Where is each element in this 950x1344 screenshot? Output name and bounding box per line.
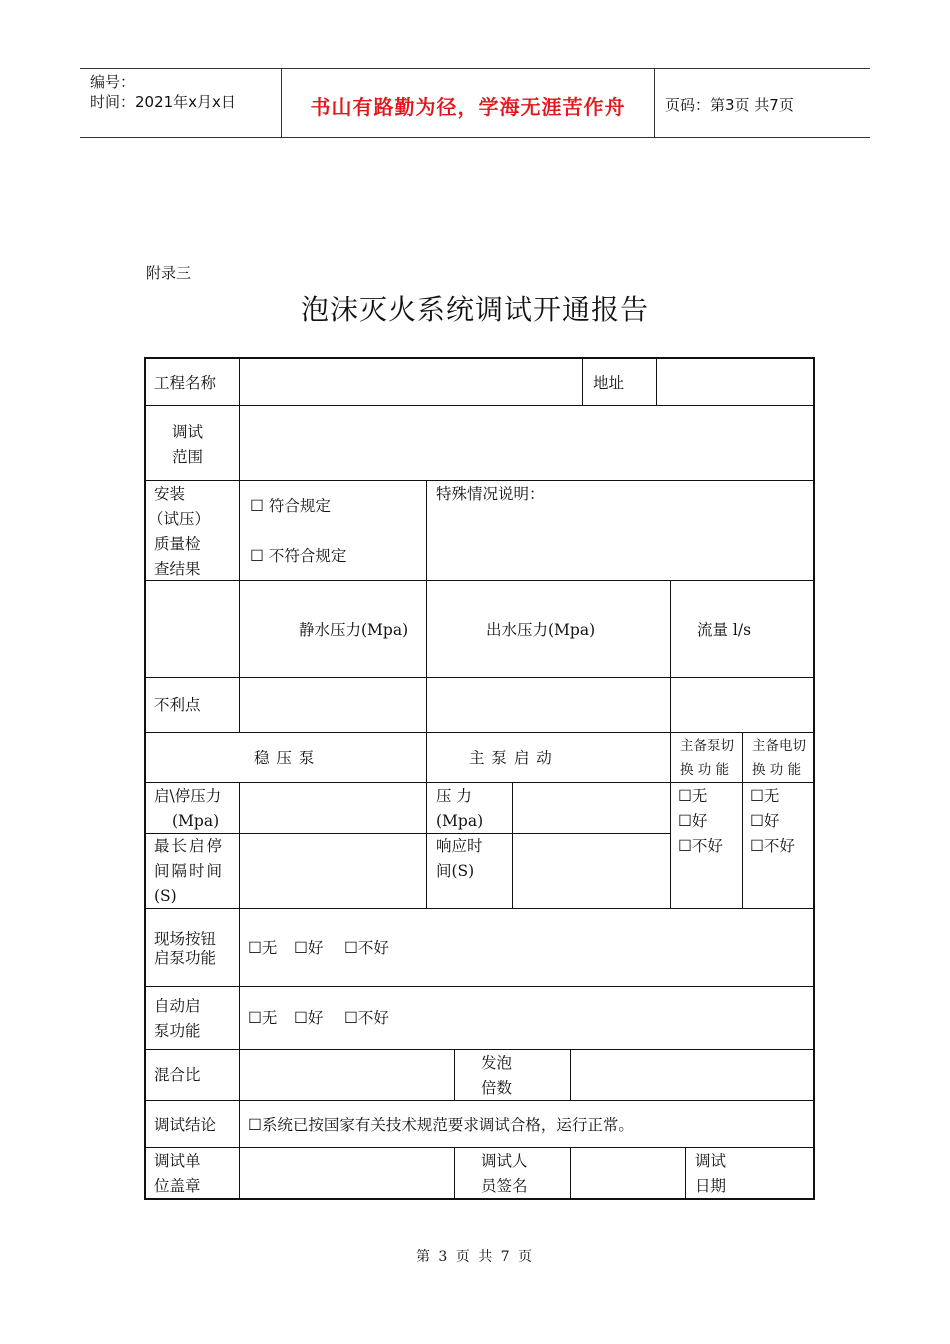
site-button-good-checkbox[interactable]: ☐好 [294,939,324,957]
compliant-checkbox[interactable]: ☐ 符合规定 [250,497,331,515]
main-pump-start-label: 主 泵 启 动 [469,749,553,767]
unit-seal-label: 调试单 [154,1152,201,1170]
page-footer: 第 3 页 共 7 页 [415,1249,535,1265]
pump-switch-bad-checkbox[interactable]: ☐不好 [678,837,723,855]
page-title: 泡沫灭火系统调试开通报告 [300,293,649,326]
col-divider [239,782,240,1199]
flow-label: 流量 l/s [697,621,752,639]
col-divider [512,782,513,909]
address-label: 地址 [593,374,625,392]
border-top [144,357,815,359]
site-button-label: 启泵功能 [154,949,217,967]
border-left [144,357,146,1200]
col-divider [454,1147,455,1199]
row-divider [144,580,815,581]
test-date-label: 日期 [695,1177,727,1195]
col-divider [582,357,583,405]
header-meta [80,69,281,137]
foam-expansion-label: 倍数 [481,1079,513,1097]
pressure-label: (Mpa) [436,812,484,830]
start-stop-pressure-label: (Mpa) [172,812,220,830]
col-divider [426,480,427,909]
col-divider [742,732,743,909]
page-header [80,68,870,138]
mix-ratio-label: 混合比 [154,1066,201,1084]
row-divider [144,986,815,987]
start-stop-pressure-label: 启\停压力 [154,787,222,805]
pump-switch-label: 换 功 能 [680,762,730,778]
page-info: 页码：第3页 共7页 [665,96,794,114]
appendix-label: 附录三 [146,264,192,282]
install-check-label: 安装 [154,485,186,503]
special-notes-label: 特殊情况说明： [436,485,545,503]
test-date-label: 调试 [695,1152,727,1170]
power-switch-none-checkbox[interactable]: ☐无 [750,787,780,805]
auto-start-bad-checkbox[interactable]: ☐不好 [344,1009,389,1027]
report-form [144,357,815,1200]
col-divider [239,357,240,732]
install-check-label: （试压） [148,510,211,528]
outlet-pressure-label: 出水压力(Mpa) [486,621,596,639]
row-divider [144,732,815,733]
auto-start-label: 自动启 [154,997,201,1015]
site-button-label: 现场按钮 [154,930,217,948]
row-divider [144,1100,815,1101]
row-divider [144,1049,815,1050]
row-divider [144,677,815,678]
auto-start-good-checkbox[interactable]: ☐好 [294,1009,324,1027]
serial-number-label: 编号： [90,73,136,91]
static-pressure-label: 静水压力(Mpa) [299,621,409,639]
response-time-label: 响应时 [436,837,483,855]
power-switch-label: 主备电切 [752,738,806,754]
motto: 书山有路勤为径，学海无涯苦作舟 [310,95,626,119]
date-line: 时间：2021年x月x日 [90,93,236,111]
install-check-label: 查结果 [154,560,201,578]
row-divider [144,1147,815,1148]
stabilizer-pump-label: 稳 压 泵 [254,749,316,767]
site-button-none-checkbox[interactable]: ☐无 [248,939,278,957]
conclusion-checkbox[interactable]: ☐系统已按国家有关技术规范要求调试合格，运行正常。 [248,1116,634,1134]
scope-label: 调试 [172,423,204,441]
col-divider [685,1147,686,1199]
unit-seal-label: 位盖章 [154,1177,201,1195]
pump-switch-good-checkbox[interactable]: ☐好 [678,812,708,830]
col-divider [570,1147,571,1199]
max-interval-label: 最长启停 [154,837,225,855]
max-interval-label: (S) [154,887,177,905]
response-time-label: 间(S) [436,862,475,880]
site-button-bad-checkbox[interactable]: ☐不好 [344,939,389,957]
project-name-label: 工程名称 [154,374,217,392]
signer-label: 调试人 [481,1152,528,1170]
pump-switch-label: 主备泵切 [680,738,734,754]
row-divider [144,908,815,909]
row-divider [144,405,815,406]
auto-start-label: 泵功能 [154,1022,201,1040]
header-page-cell [655,69,870,137]
col-divider [670,580,671,909]
col-divider [656,357,657,405]
row-divider [144,480,815,481]
conclusion-label: 调试结论 [154,1116,217,1134]
noncompliant-checkbox[interactable]: ☐ 不符合规定 [250,547,347,565]
scope-label: 范围 [172,448,204,466]
pump-switch-none-checkbox[interactable]: ☐无 [678,787,708,805]
pressure-label: 压 力 [436,787,472,805]
header-motto-cell [281,69,655,137]
signer-label: 员签名 [481,1177,528,1195]
install-check-label: 质量检 [154,535,201,553]
border-right [813,357,815,1200]
col-divider [454,1049,455,1100]
max-interval-label: 间隔时间 [154,862,225,880]
power-switch-label: 换 功 能 [752,762,802,778]
power-switch-bad-checkbox[interactable]: ☐不好 [750,837,795,855]
foam-expansion-label: 发泡 [481,1054,513,1072]
col-divider [570,1049,571,1100]
unfavorable-point-label: 不利点 [154,696,201,714]
power-switch-good-checkbox[interactable]: ☐好 [750,812,780,830]
auto-start-none-checkbox[interactable]: ☐无 [248,1009,278,1027]
